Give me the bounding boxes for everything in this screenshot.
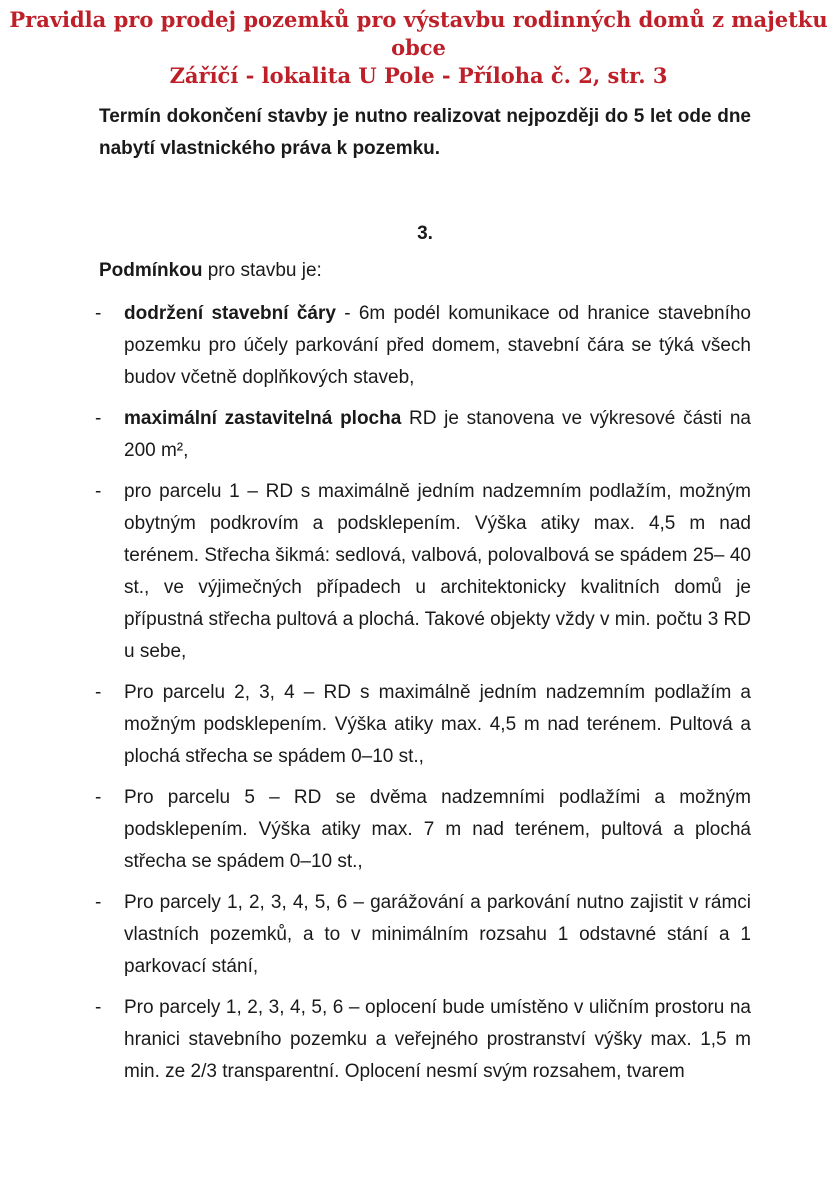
list-item xyxy=(95,992,751,1088)
list-item-text xyxy=(124,887,751,983)
conditions-lead-bold: Podmínkou xyxy=(99,260,203,281)
list-item-text xyxy=(124,677,751,773)
bullet-dash: - xyxy=(95,892,102,913)
list-item xyxy=(95,298,751,394)
list-item-rest: - 6m podél komunikace od hranice stavebního pozemku pro účely parkování před domem, stavební čára se týká všech budov včetně doplňkových staveb, xyxy=(124,303,751,388)
bullet-dash: - xyxy=(95,481,102,502)
list-item xyxy=(95,476,751,668)
list-item-rest: Pro parcely 1, 2, 3, 4, 5, 6 – oplocení bude umístěno v uličním prostoru na hranici stavebního pozemku a veřejného prostranství výšky max. 1,5 m min. ze 2/3 transparentní. Oplocení nesmí svým rozsahem, tvarem xyxy=(124,997,751,1082)
document-title-line-1: Pravidla pro prodej pozemků pro výstavbu rodinných domů z majetku obce xyxy=(9,7,828,60)
list-item-rest: pro parcelu 1 – RD s maximálně jedním nadzemním podlažím, možným obytným podkrovím a podsklepením. Výška atiky max. 4,5 m nad terénem. Střecha šikmá: sedlová, valbová, polovalbová se spádem 25– 40 st., ve výjimečných případech u architektonicky kvalitních domů je přípustná střecha pultová a plochá. Takové objekty vždy v min. počtu 3 RD u sebe, xyxy=(124,481,751,662)
list-item-text xyxy=(124,992,751,1088)
list-item-rest: Pro parcelu 5 – RD se dvěma nadzemními podlažími a možným podsklepením. Výška atiky max. 7 m nad terénem, pultová a plochá střecha se spádem 0–10 st., xyxy=(124,787,751,872)
list-item-text xyxy=(124,403,751,467)
document-body xyxy=(95,101,751,1097)
bullet-dash: - xyxy=(95,997,102,1018)
section-number: 3. xyxy=(417,223,433,244)
list-item-text xyxy=(124,782,751,878)
conditions-lead xyxy=(99,255,751,287)
bullet-dash: - xyxy=(95,787,102,808)
list-item-rest: RD je stanovena ve výkresové části na 200 m², xyxy=(124,408,751,461)
list-item-text xyxy=(124,298,751,394)
list-item-bold: dodržení stavební čáry xyxy=(124,303,336,324)
list-item xyxy=(95,403,751,467)
bullet-dash: - xyxy=(95,682,102,703)
document-title-line-2: Záříčí - lokalita U Pole - Příloha č. 2, str. 3 xyxy=(169,63,668,88)
list-item-bold: maximální zastavitelná plocha xyxy=(124,408,402,429)
document-title xyxy=(0,6,837,90)
list-item xyxy=(95,887,751,983)
list-item-text xyxy=(124,476,751,668)
list-item xyxy=(95,677,751,773)
list-item xyxy=(95,782,751,878)
bullet-dash: - xyxy=(95,408,102,429)
list-item-rest: Pro parcelu 2, 3, 4 – RD s maximálně jedním nadzemním podlažím a možným podsklepením. Výška atiky max. 4,5 m nad terénem. Pultová a plochá střecha se spádem 0–10 st., xyxy=(124,682,751,767)
conditions-lead-rest: pro stavbu je: xyxy=(202,260,322,281)
intro-paragraph: Termín dokončení stavby je nutno realizovat nejpozději do 5 let ode dne nabytí vlastnického práva k pozemku. xyxy=(99,106,751,159)
list-item-rest: Pro parcely 1, 2, 3, 4, 5, 6 – garážování a parkování nutno zajistit v rámci vlastních pozemků, a to v minimálním rozsahu 1 odstavné stání a 1 parkovací stání, xyxy=(124,892,751,977)
bullet-dash: - xyxy=(95,303,102,324)
conditions-list xyxy=(95,298,751,1088)
